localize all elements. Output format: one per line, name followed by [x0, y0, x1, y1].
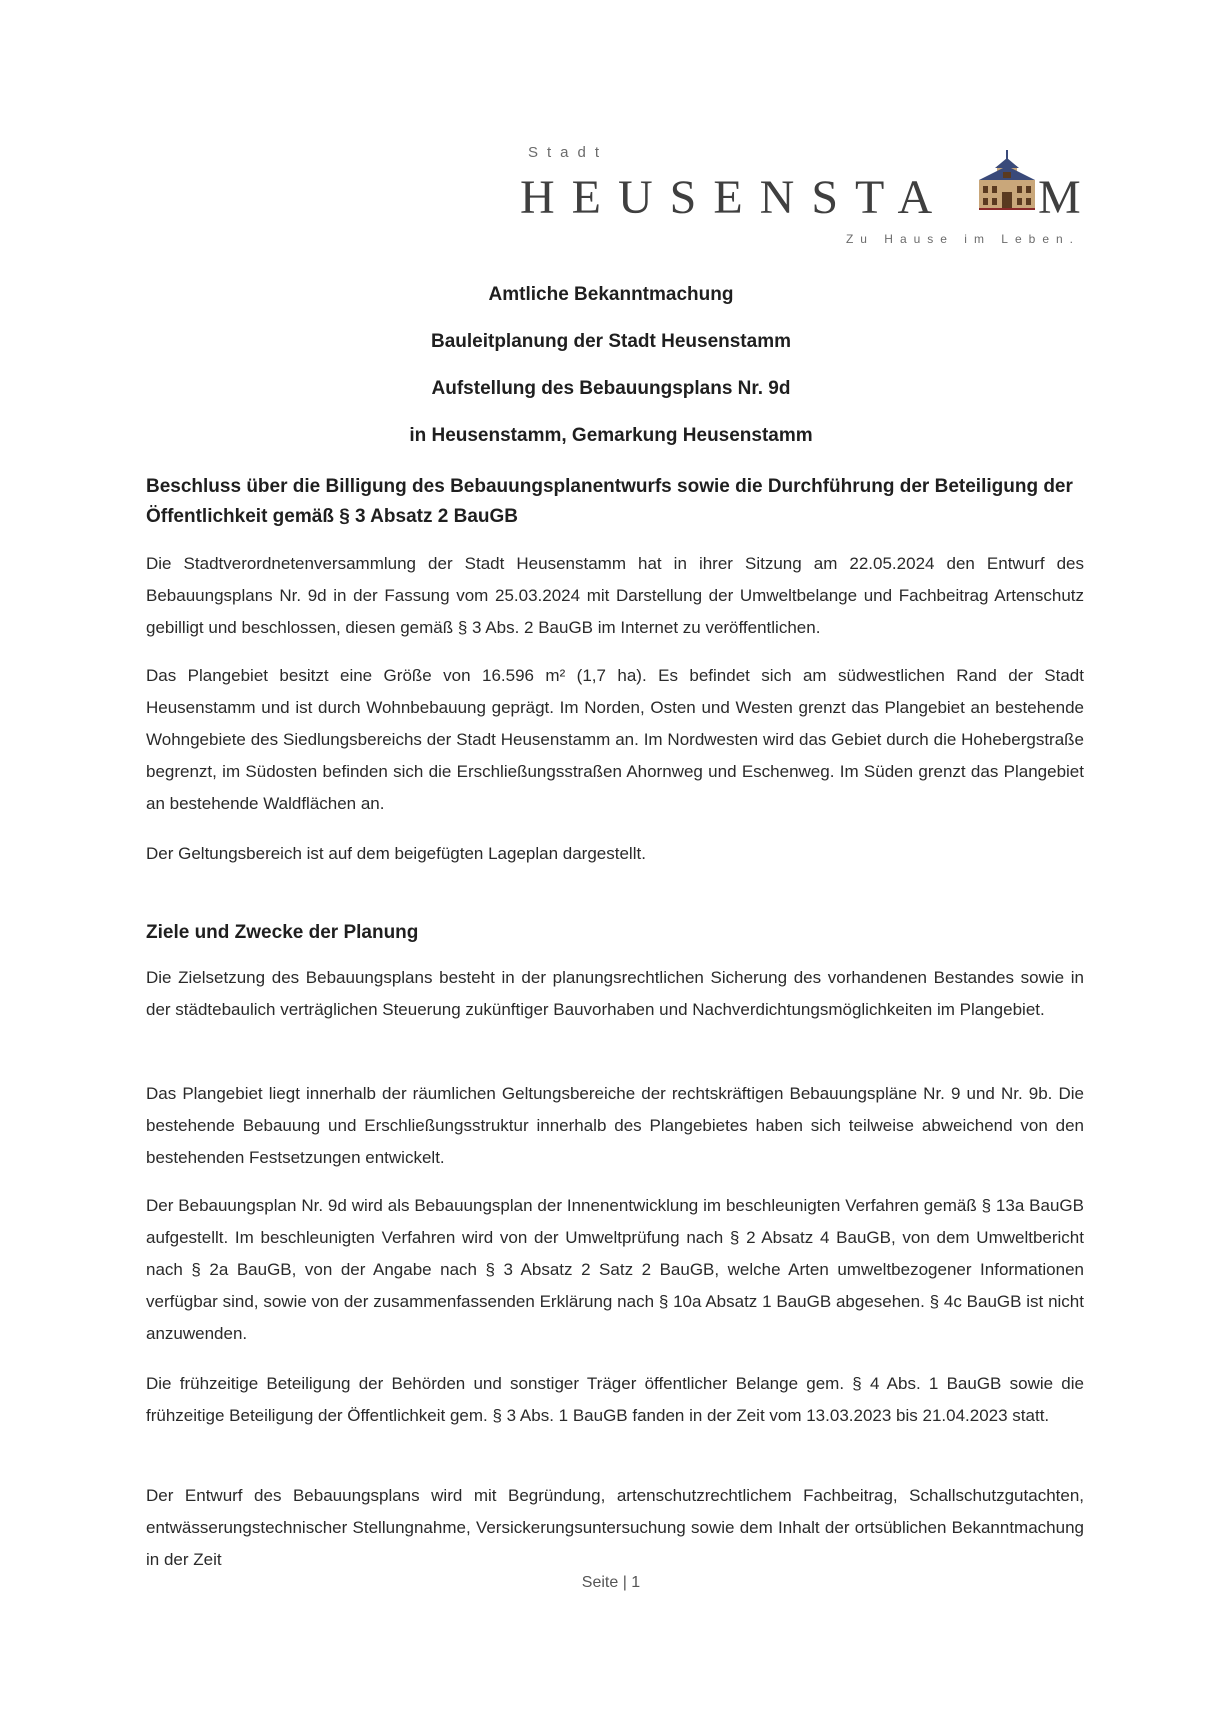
title-aufstellung: Aufstellung des Bebauungsplans Nr. 9d	[431, 378, 791, 399]
title-bauleitplanung: Bauleitplanung der Stadt Heusenstamm	[430, 331, 791, 352]
logo-slogan: Zu Hause im Leben.	[845, 232, 1080, 246]
paragraph-fruehzeitige-beteiligung: Die frühzeitige Beteiligung der Behörden und sonstiger Träger öffentlicher Belange gem. § 4 Abs. 1 BauGB sowie die frühzeitige Beteiligung der Öffentlichkeit gem. § 3 Abs. 1 BauGB fanden in der Zeit vom 13.03.2023 bis 21.04.2023 statt.	[146, 1374, 1084, 1425]
city-logo	[520, 140, 1090, 250]
ziele-heading: Ziele und Zwecke der Planung	[146, 922, 419, 943]
paragraph-rechtskraeftige-plaene: Das Plangebiet liegt innerhalb der räumlichen Geltungsbereiche der rechtskräftigen Bebauungspläne Nr. 9 und Nr. 9b. Die bestehende Bebauung und Erschließungsstruktur innerhalb des Plangebietes haben sich teilweise abweichend von den bestehenden Festsetzungen entwickelt.	[146, 1084, 1084, 1167]
paragraph-geltungsbereich: Der Geltungsbereich ist auf dem beigefügten Lageplan dargestellt.	[146, 844, 646, 863]
beschluss-heading: Beschluss über die Billigung des Bebauungsplanentwurfs sowie die Durchführung der Beteiligung der Öffentlichkeit gemäß § 3 Absatz 2 BauGB	[146, 476, 1073, 527]
paragraph-beschluss: Die Stadtverordnetenversammlung der Stadt Heusenstamm hat in ihrer Sitzung am 22.05.2024 den Entwurf des Bebauungsplans Nr. 9d in der Fassung vom 25.03.2024 mit Darstellung der Umweltbelange und Fachbeitrag Artenschutz gebilligt und beschlossen, diesen gemäß § 3 Abs. 2 BauGB im Internet zu veröffentlichen.	[146, 554, 1084, 637]
castle-building-icon	[979, 150, 1035, 210]
paragraph-zielsetzung: Die Zielsetzung des Bebauungsplans besteht in der planungsrechtlichen Sicherung des vorhandenen Bestandes sowie in der städtebaulich verträglichen Steuerung zukünftiger Bauvorhaben und Nachverdichtungsmöglichkeiten im Plangebiet.	[146, 968, 1084, 1019]
title-gemarkung: in Heusenstamm, Gemarkung Heusenstamm	[409, 425, 813, 446]
title-amtliche-bekanntmachung: Amtliche Bekanntmachung	[488, 284, 734, 305]
logo-stadt-text: Stadt	[528, 144, 609, 161]
logo-name-end: M	[1038, 171, 1081, 224]
paragraph-entwurf: Der Entwurf des Bebauungsplans wird mit Begründung, artenschutzrechtlichem Fachbeitrag, Schallschutzgutachten, entwässerungstechnischer Stellungnahme, Versickerungsuntersuchung sowie dem Inhalt der ortsüblichen Bekanntmachung in der Zeit	[146, 1486, 1084, 1569]
page-number: Seite | 1	[581, 1574, 641, 1591]
paragraph-beschleunigtes-verfahren: Der Bebauungsplan Nr. 9d wird als Bebauungsplan der Innenentwicklung im beschleunigten Verfahren gemäß § 13a BauGB aufgestellt. Im beschleunigten Verfahren wird von der Umweltprüfung nach § 2 Absatz 4 BauGB, von dem Umweltbericht nach § 2a BauGB, von der Angabe nach § 3 Absatz 2 Satz 2 BauGB, welche Arten umweltbezogener Informationen verfügbar sind, sowie von der zusammenfassenden Erklärung nach § 10a Absatz 1 BauGB abgesehen. § 4c BauGB ist nicht anzuwenden.	[146, 1196, 1084, 1343]
logo-name-text: HEUSENSTA	[520, 171, 950, 224]
paragraph-plangebiet: Das Plangebiet besitzt eine Größe von 16.596 m² (1,7 ha). Es befindet sich am südwestlichen Rand der Stadt Heusenstamm und ist durch Wohnbebauung geprägt. Im Norden, Osten und Westen grenzt das Plangebiet an bestehende Wohngebiete des Siedlungsbereichs der Stadt Heusenstamm an. Im Nordwesten wird das Gebiet durch die Hohebergstraße begrenzt, im Südosten befinden sich die Erschließungsstraßen Ahornweg und Eschenweg. Im Süden grenzt das Plangebiet an bestehende Waldflächen an.	[146, 666, 1084, 813]
